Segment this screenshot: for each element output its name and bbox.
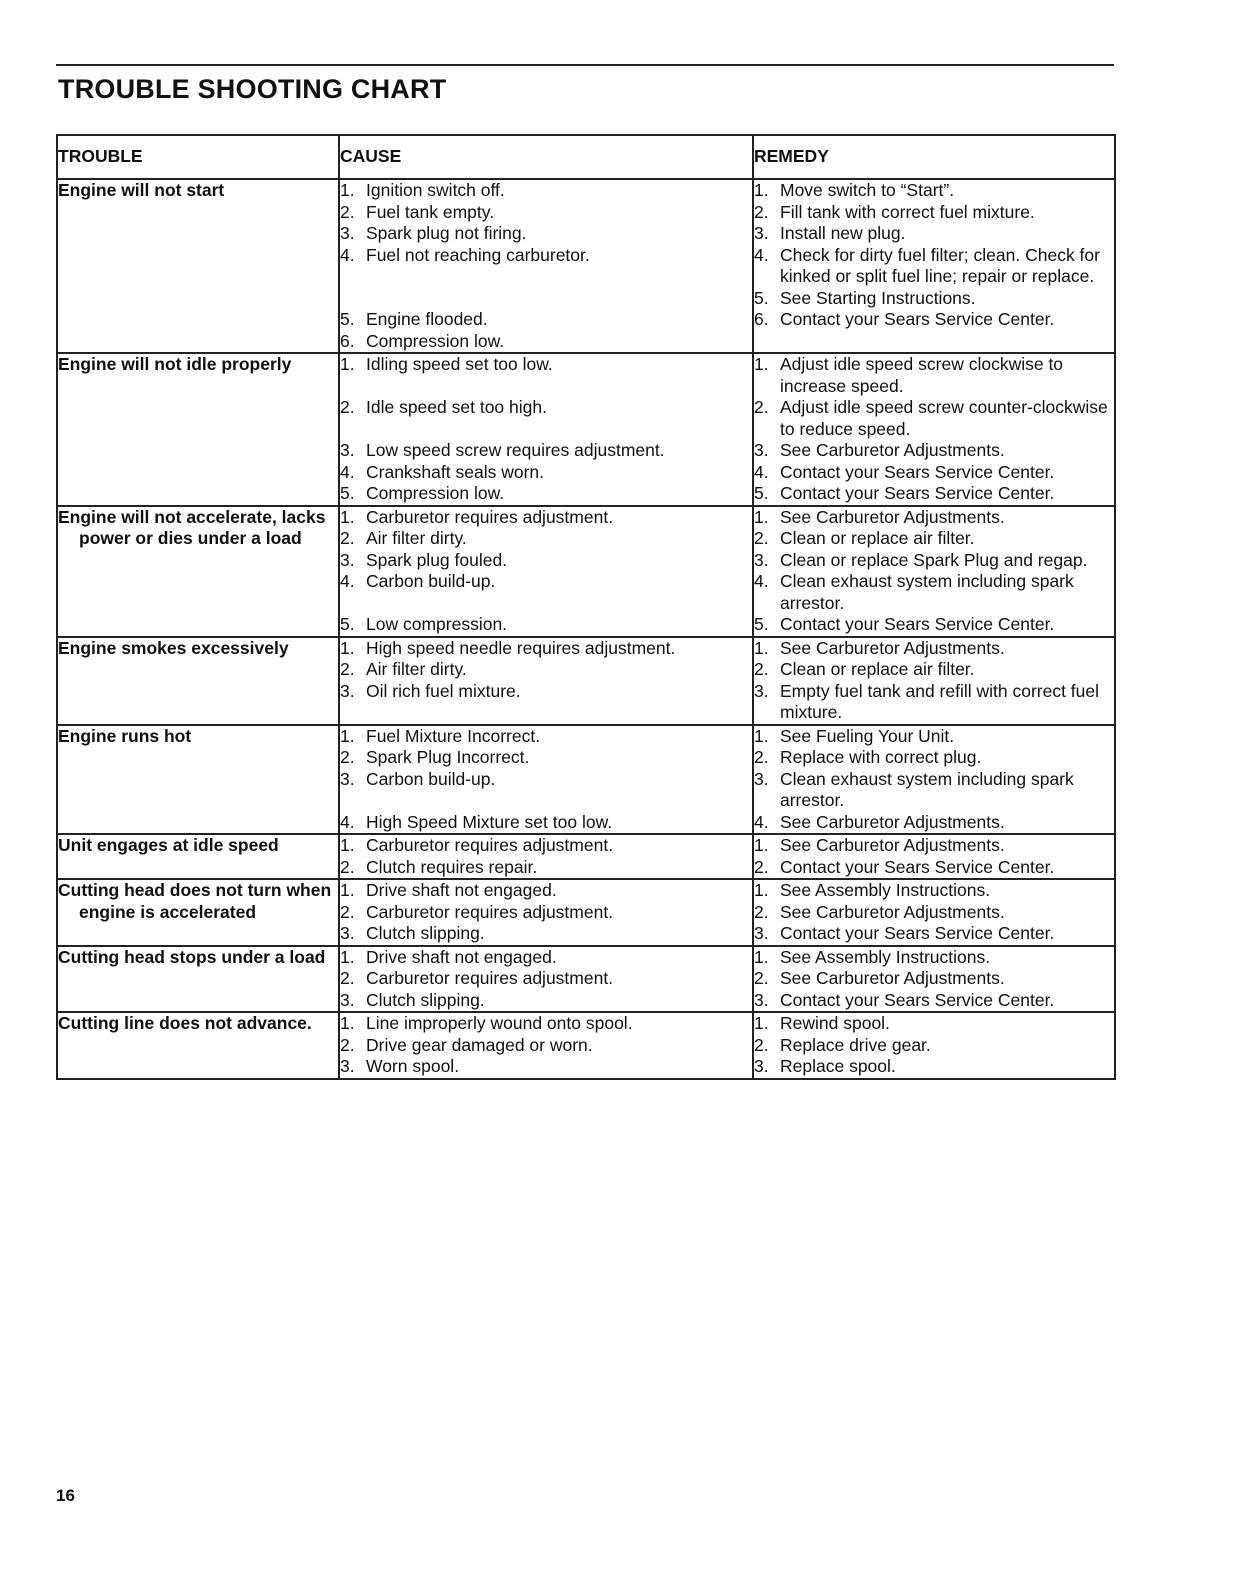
item-text: Replace with correct plug. <box>780 747 982 767</box>
item-number: 4. <box>754 461 769 482</box>
remedy-item <box>754 397 1114 440</box>
item-text: Drive shaft not engaged. <box>366 946 557 967</box>
trouble-column-header: TROUBLE <box>57 135 339 179</box>
top-rule <box>56 64 1114 66</box>
item-number: 4. <box>340 244 355 265</box>
item-number: 2. <box>340 528 355 548</box>
cause-item <box>340 880 752 902</box>
item-number: 2. <box>340 968 355 988</box>
item-text: Contact your Sears Service Center. <box>780 461 1055 482</box>
cause-cell <box>339 353 753 506</box>
item-text: Fuel Mixture Incorrect. <box>366 725 541 746</box>
cause-item <box>340 638 752 660</box>
item-text: Compression low. <box>366 483 505 503</box>
item-number: 6. <box>340 330 355 351</box>
cause-item <box>340 747 752 769</box>
cause-cell <box>339 879 753 946</box>
trouble-text: Cutting line does not advance. <box>58 1013 312 1033</box>
cause-item <box>340 528 752 550</box>
item-number: 1. <box>754 506 769 527</box>
item-number: 1. <box>340 725 355 746</box>
cause-item <box>340 681 752 703</box>
item-number: 2. <box>340 747 355 767</box>
trouble-cell <box>57 179 339 353</box>
cause-item <box>340 923 752 945</box>
remedy-item <box>754 202 1114 224</box>
item-text: Carbon build-up. <box>366 768 496 789</box>
remedy-item <box>754 1035 1114 1057</box>
item-number: 1. <box>754 880 769 900</box>
item-text: Oil rich fuel mixture. <box>366 680 521 701</box>
cause-item <box>340 812 752 834</box>
trouble-text: Cutting head stops under a load <box>58 946 326 967</box>
remedy-cell <box>753 879 1115 946</box>
remedy-item <box>754 462 1114 484</box>
table-row <box>57 946 1115 1013</box>
item-text: See Carburetor Adjustments. <box>780 835 1005 855</box>
item-text: See Carburetor Adjustments. <box>780 811 1005 832</box>
item-number: 2. <box>754 856 769 877</box>
item-number: 2. <box>754 747 769 767</box>
cause-item <box>340 990 752 1012</box>
item-number: 5. <box>754 483 769 503</box>
cause-item <box>340 483 752 505</box>
trouble-cell <box>57 946 339 1013</box>
remedy-item <box>754 880 1114 902</box>
item-text: Contact your Sears Service Center. <box>780 483 1055 503</box>
cause-item <box>340 659 752 681</box>
cause-cell <box>339 834 753 879</box>
item-number: 1. <box>340 637 355 658</box>
table-row <box>57 1012 1115 1079</box>
item-number: 3. <box>754 440 769 460</box>
cause-item <box>340 947 752 969</box>
cause-cell <box>339 637 753 725</box>
item-text: Idle speed set too high. <box>366 397 547 417</box>
item-number: 1. <box>754 835 769 855</box>
trouble-text: Cutting head does not turn when engine is accelerated <box>58 880 332 922</box>
item-text: Replace drive gear. <box>780 1034 931 1055</box>
item-text: Carburetor requires adjustment. <box>366 835 614 855</box>
item-number: 1. <box>754 946 769 967</box>
item-number: 2. <box>340 901 355 922</box>
item-text: Ignition switch off. <box>366 180 505 200</box>
item-text: Clutch slipping. <box>366 989 485 1010</box>
cause-item <box>340 550 752 572</box>
item-number: 4. <box>340 461 355 482</box>
remedy-item <box>754 440 1114 462</box>
item-text: See Carburetor Adjustments. <box>780 506 1005 527</box>
item-number: 1. <box>340 1013 355 1033</box>
item-number: 3. <box>340 768 355 789</box>
item-number: 6. <box>754 309 769 329</box>
item-number: 2. <box>754 528 769 548</box>
item-text: Compression low. <box>366 330 505 351</box>
item-number: 3. <box>754 768 769 789</box>
item-text: Contact your Sears Service Center. <box>780 309 1055 329</box>
item-number: 4. <box>754 244 769 265</box>
item-number: 3. <box>754 223 769 243</box>
remedy-item <box>754 354 1114 397</box>
item-text: Clean exhaust system including spark arrestor. <box>780 768 1074 810</box>
cause-item <box>340 462 752 484</box>
cause-item <box>340 1013 752 1035</box>
item-number: 2. <box>754 397 769 417</box>
item-text: Spark plug not firing. <box>366 223 527 243</box>
item-text: Drive gear damaged or worn. <box>366 1034 593 1055</box>
remedy-item <box>754 769 1114 812</box>
remedy-cell <box>753 353 1115 506</box>
remedy-cell <box>753 506 1115 637</box>
item-text: Empty fuel tank and refill with correct fuel mixture. <box>780 680 1100 722</box>
item-number: 1. <box>754 180 769 200</box>
item-number: 2. <box>754 901 769 922</box>
remedy-item <box>754 902 1114 924</box>
cause-item <box>340 857 752 879</box>
remedy-item <box>754 968 1114 990</box>
cause-item <box>340 769 752 812</box>
item-number: 4. <box>754 571 769 591</box>
item-text: Fuel not reaching carburetor. <box>366 244 590 265</box>
table-header-row <box>57 135 1115 179</box>
item-text: Clean or replace Spark Plug and regap. <box>780 549 1088 570</box>
cause-column-header: CAUSE <box>339 135 753 179</box>
remedy-cell <box>753 637 1115 725</box>
item-text: High Speed Mixture set too low. <box>366 811 613 832</box>
cause-item <box>340 397 752 440</box>
item-text: Carburetor requires adjustment. <box>366 901 614 922</box>
cause-cell <box>339 179 753 353</box>
item-text: Carbon build-up. <box>366 571 496 591</box>
item-text: Contact your Sears Service Center. <box>780 989 1055 1010</box>
cause-item <box>340 245 752 310</box>
cause-item <box>340 309 752 331</box>
table-row <box>57 879 1115 946</box>
remedy-cell <box>753 1012 1115 1079</box>
item-text: See Carburetor Adjustments. <box>780 440 1005 460</box>
trouble-cell <box>57 353 339 506</box>
trouble-cell <box>57 637 339 725</box>
item-text: See Assembly Instructions. <box>780 946 991 967</box>
cause-item <box>340 902 752 924</box>
trouble-text: Engine runs hot <box>58 725 192 746</box>
item-text: Air filter dirty. <box>366 528 467 548</box>
item-text: Spark Plug Incorrect. <box>366 747 530 767</box>
item-number: 2. <box>754 659 769 679</box>
cause-cell <box>339 725 753 835</box>
cause-cell <box>339 506 753 637</box>
cause-cell <box>339 1012 753 1079</box>
trouble-cell <box>57 879 339 946</box>
remedy-item <box>754 309 1114 331</box>
trouble-cell <box>57 725 339 835</box>
item-number: 2. <box>754 968 769 988</box>
remedy-column-header: REMEDY <box>753 135 1115 179</box>
item-text: Move switch to “Start”. <box>780 180 955 200</box>
item-text: Idling speed set too low. <box>366 354 553 374</box>
item-text: Crankshaft seals worn. <box>366 461 544 482</box>
cause-item <box>340 614 752 636</box>
table-row <box>57 179 1115 353</box>
remedy-item <box>754 180 1114 202</box>
item-text: Install new plug. <box>780 223 906 243</box>
item-number: 3. <box>754 1056 769 1076</box>
remedy-item <box>754 571 1114 614</box>
item-text: Contact your Sears Service Center. <box>780 923 1055 943</box>
remedy-item <box>754 638 1114 660</box>
remedy-item <box>754 483 1114 505</box>
item-text: See Carburetor Adjustments. <box>780 637 1005 658</box>
item-text: Clean or replace air filter. <box>780 659 975 679</box>
item-number: 3. <box>340 989 355 1010</box>
item-text: Drive shaft not engaged. <box>366 880 557 900</box>
trouble-text: Unit engages at idle speed <box>58 835 279 855</box>
item-number: 5. <box>340 309 355 329</box>
item-number: 1. <box>340 880 355 900</box>
trouble-text: Engine will not idle properly <box>58 354 292 374</box>
cause-item <box>340 968 752 990</box>
item-text: Clutch requires repair. <box>366 856 538 877</box>
item-text: Check for dirty fuel filter; clean. Check for kinked or split fuel line; repair or replace. <box>780 244 1100 286</box>
remedy-item <box>754 947 1114 969</box>
item-number: 5. <box>340 614 355 634</box>
item-number: 3. <box>340 549 355 570</box>
item-number: 3. <box>340 440 355 460</box>
trouble-cell <box>57 506 339 637</box>
item-text: Low compression. <box>366 614 508 634</box>
cause-item <box>340 180 752 202</box>
item-text: See Starting Instructions. <box>780 287 976 308</box>
item-text: Spark plug fouled. <box>366 549 508 570</box>
remedy-item <box>754 614 1114 636</box>
item-text: Adjust idle speed screw clockwise to increase speed. <box>780 354 1064 396</box>
table-row <box>57 506 1115 637</box>
cause-item <box>340 1056 752 1078</box>
table-row <box>57 637 1115 725</box>
item-number: 3. <box>340 680 355 701</box>
item-text: High speed needle requires adjustment. <box>366 637 676 658</box>
item-text: Fill tank with correct fuel mixture. <box>780 201 1035 222</box>
item-text: Contact your Sears Service Center. <box>780 856 1055 877</box>
item-number: 1. <box>340 946 355 967</box>
remedy-item <box>754 528 1114 550</box>
item-number: 3. <box>754 923 769 943</box>
item-number: 1. <box>754 637 769 658</box>
item-number: 3. <box>340 923 355 943</box>
item-number: 1. <box>340 180 355 200</box>
remedy-cell <box>753 179 1115 353</box>
cause-item <box>340 571 752 614</box>
item-text: Line improperly wound onto spool. <box>366 1013 633 1033</box>
item-number: 1. <box>340 835 355 855</box>
remedy-item <box>754 288 1114 310</box>
item-number: 2. <box>340 659 355 679</box>
item-text: See Fueling Your Unit. <box>780 725 955 746</box>
trouble-text: Engine smokes excessively <box>58 637 289 658</box>
item-text: Clean exhaust system including spark arrestor. <box>780 571 1074 613</box>
remedy-item <box>754 245 1114 288</box>
cause-item <box>340 354 752 397</box>
page-number: 16 <box>56 1486 75 1505</box>
remedy-item <box>754 1013 1114 1035</box>
item-number: 2. <box>340 397 355 417</box>
remedy-cell <box>753 946 1115 1013</box>
item-text: See Assembly Instructions. <box>780 880 991 900</box>
table-row <box>57 353 1115 506</box>
item-number: 2. <box>754 1034 769 1055</box>
item-text: See Carburetor Adjustments. <box>780 901 1005 922</box>
item-text: See Carburetor Adjustments. <box>780 968 1005 988</box>
item-number: 1. <box>754 725 769 746</box>
remedy-item <box>754 659 1114 681</box>
cause-item <box>340 331 752 353</box>
remedy-cell <box>753 834 1115 879</box>
item-number: 3. <box>754 680 769 701</box>
item-number: 2. <box>340 201 355 222</box>
item-number: 5. <box>340 483 355 503</box>
item-number: 2. <box>340 856 355 877</box>
item-text: Adjust idle speed screw counter-clockwise to reduce speed. <box>780 397 1108 439</box>
item-text: Low speed screw requires adjustment. <box>366 440 665 460</box>
item-text: Carburetor requires adjustment. <box>366 968 614 988</box>
cause-cell <box>339 946 753 1013</box>
item-text: Engine flooded. <box>366 309 488 329</box>
item-text: Clean or replace air filter. <box>780 528 975 548</box>
item-text: Worn spool. <box>366 1056 460 1076</box>
trouble-text: Engine will not accelerate, lacks power or dies under a load <box>58 506 326 548</box>
item-number: 3. <box>340 1056 355 1076</box>
remedy-item <box>754 747 1114 769</box>
item-number: 1. <box>340 354 355 374</box>
item-text: Air filter dirty. <box>366 659 467 679</box>
item-text: Contact your Sears Service Center. <box>780 614 1055 634</box>
item-number: 1. <box>754 354 769 374</box>
table-body <box>57 179 1115 1079</box>
remedy-item <box>754 812 1114 834</box>
cause-item <box>340 1035 752 1057</box>
item-number: 3. <box>340 223 355 243</box>
item-number: 3. <box>754 989 769 1010</box>
remedy-item <box>754 1056 1114 1078</box>
remedy-item <box>754 835 1114 857</box>
cause-item <box>340 835 752 857</box>
cause-item <box>340 440 752 462</box>
item-number: 2. <box>340 1034 355 1055</box>
item-text: Carburetor requires adjustment. <box>366 506 614 527</box>
item-text: Clutch slipping. <box>366 923 485 943</box>
item-number: 4. <box>340 571 355 591</box>
item-number: 1. <box>754 1013 769 1033</box>
item-text: Rewind spool. <box>780 1013 890 1033</box>
item-text: Fuel tank empty. <box>366 201 495 222</box>
item-number: 4. <box>340 811 355 832</box>
remedy-cell <box>753 725 1115 835</box>
remedy-item <box>754 550 1114 572</box>
item-number: 3. <box>754 549 769 570</box>
page-title: TROUBLE SHOOTING CHART <box>58 74 447 104</box>
item-text: Replace spool. <box>780 1056 896 1076</box>
item-number: 4. <box>754 811 769 832</box>
remedy-item <box>754 990 1114 1012</box>
table-row <box>57 725 1115 835</box>
item-number: 5. <box>754 614 769 634</box>
trouble-cell <box>57 1012 339 1079</box>
remedy-item <box>754 223 1114 245</box>
cause-item <box>340 726 752 748</box>
item-number: 2. <box>754 201 769 222</box>
trouble-shooting-table <box>56 134 1116 1080</box>
remedy-item <box>754 507 1114 529</box>
cause-item <box>340 223 752 245</box>
trouble-cell <box>57 834 339 879</box>
remedy-item <box>754 923 1114 945</box>
remedy-item <box>754 681 1114 724</box>
trouble-text: Engine will not start <box>58 180 225 200</box>
item-number: 1. <box>340 506 355 527</box>
table-row <box>57 834 1115 879</box>
item-number: 5. <box>754 287 769 308</box>
cause-item <box>340 507 752 529</box>
remedy-item <box>754 726 1114 748</box>
remedy-item <box>754 857 1114 879</box>
cause-item <box>340 202 752 224</box>
